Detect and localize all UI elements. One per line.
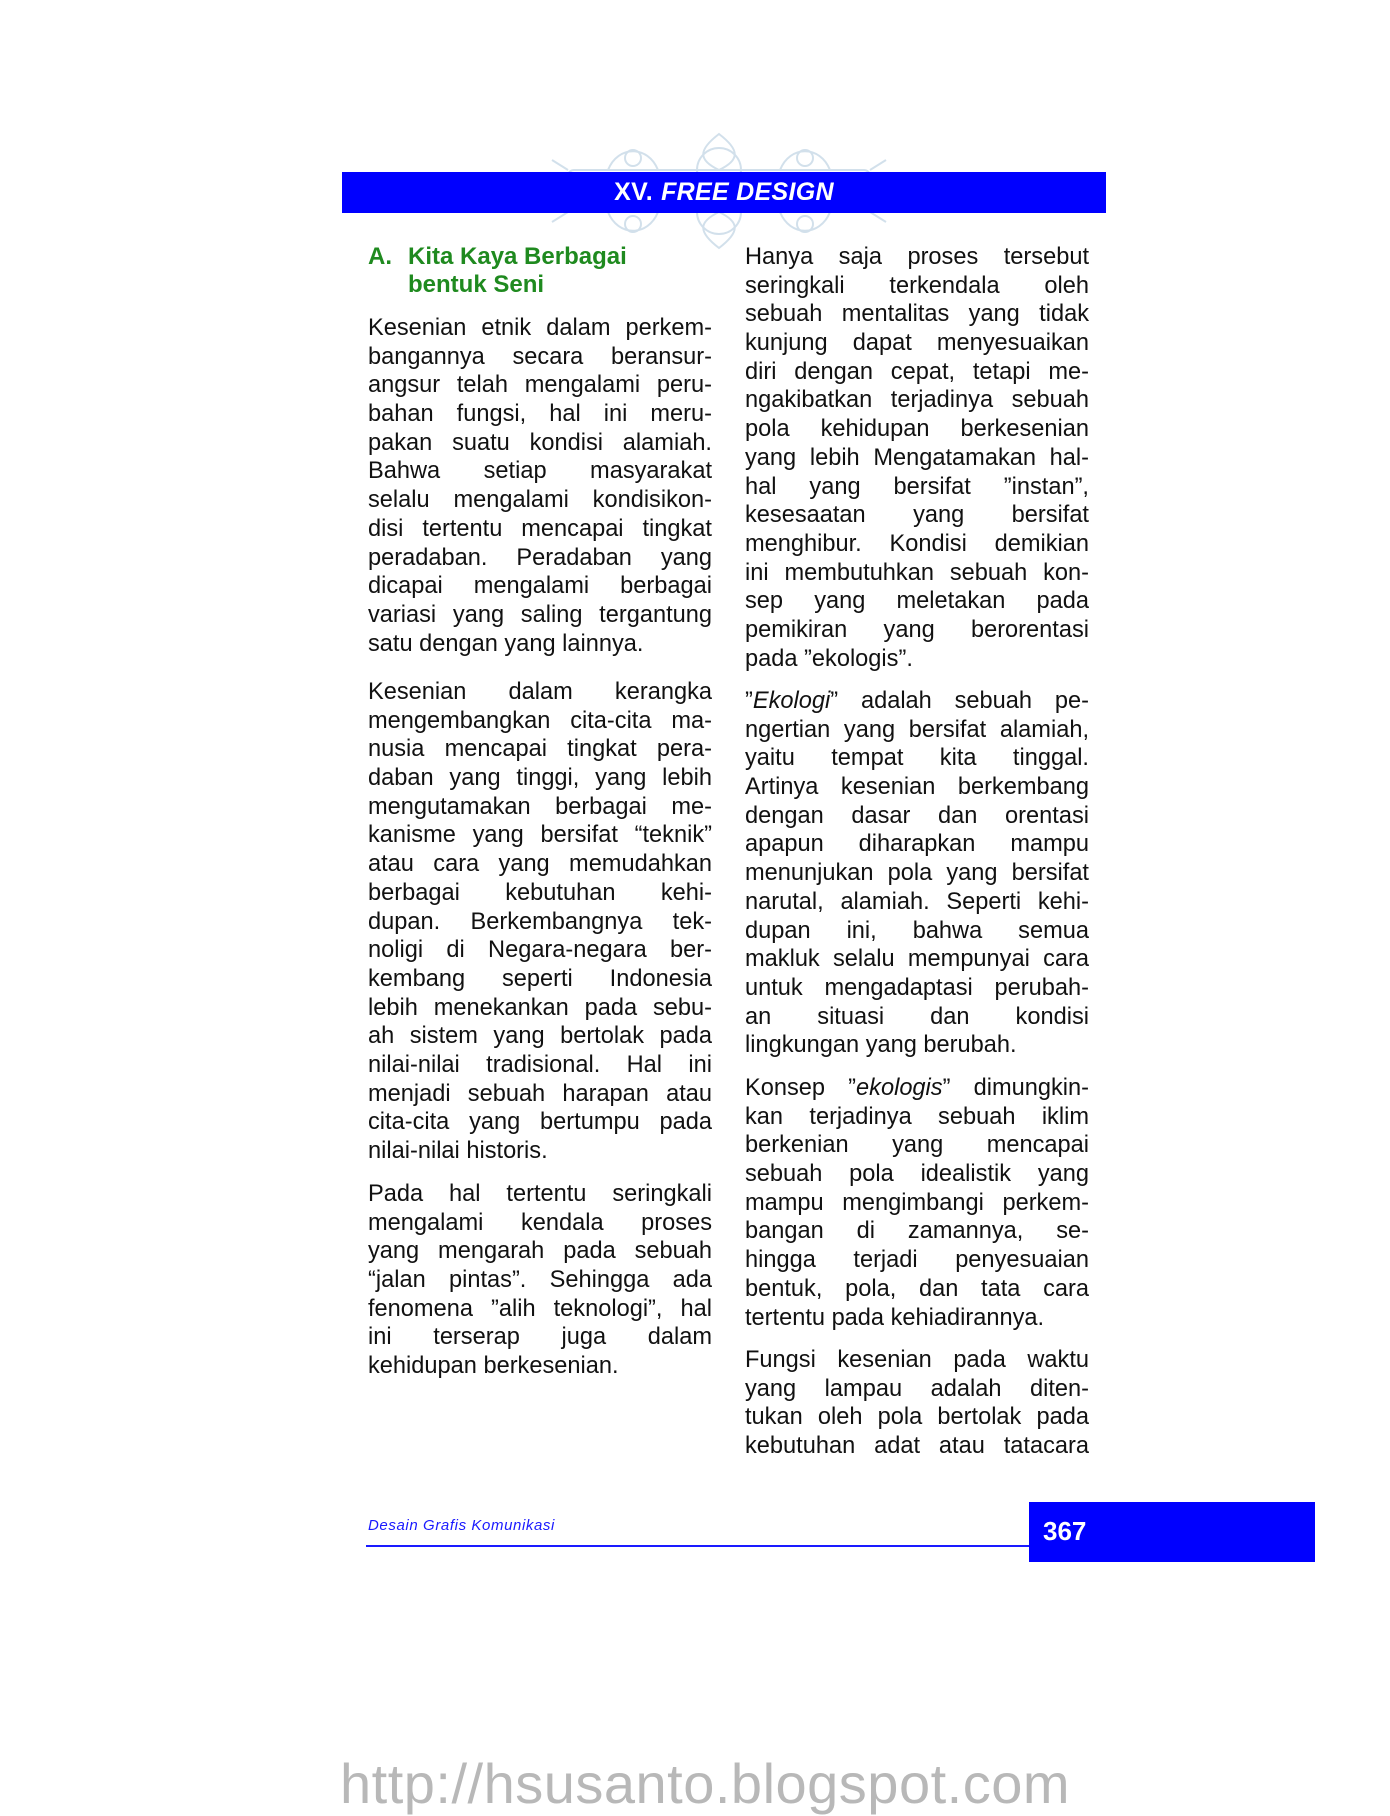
paragraph-line: mengutamakan berbagai me- — [368, 793, 712, 820]
italic-term: ekologis — [856, 1075, 943, 1101]
paragraph-line: Bahwa setiap masyarakat — [368, 458, 712, 485]
paragraph-line: dupan. Berkembangnya tek- — [368, 908, 712, 935]
paragraph-line: seringkali terkendala oleh — [745, 272, 1089, 299]
paragraph-line: pakan suatu kondisi alamiah. — [368, 429, 712, 456]
paragraph-line: dengan dasar dan orentasi — [745, 802, 1089, 829]
paragraph-line: disi tertentu mencapai tingkat — [368, 515, 712, 542]
paragraph-line: variasi yang saling tergantung — [368, 601, 712, 628]
paragraph-line: kebutuhan adat atau tatacara — [745, 1433, 1089, 1460]
paragraph-line: yang lebih Mengatamakan hal- — [745, 444, 1089, 471]
paragraph-line: yang lampau adalah diten- — [745, 1375, 1089, 1402]
section-title-line: Kita Kaya Berbagai — [408, 243, 627, 270]
paragraph-line: nilai-nilai historis. — [368, 1138, 548, 1164]
paragraph-line: nusia mencapai tingkat pera- — [368, 736, 712, 763]
paragraph-line: hal yang bersifat ”instan”, — [745, 473, 1089, 500]
paragraph-line: kunjung dapat menyesuaikan — [745, 330, 1089, 357]
paragraph-line: angsur telah mengalami peru- — [368, 372, 712, 399]
paragraph-line: lingkungan yang berubah. — [745, 1032, 1017, 1059]
paragraph-line: kanisme yang bersifat “teknik” — [368, 822, 712, 849]
paragraph-line: bentuk, pola, dan tata cara — [745, 1275, 1089, 1302]
section-title-line: bentuk Seni — [408, 271, 545, 298]
paragraph-line: Kesenian dalam kerangka — [368, 679, 712, 705]
paragraph-line: bahan fungsi, hal ini meru- — [368, 401, 712, 428]
paragraph-line: cita-cita yang bertumpu pada — [368, 1109, 712, 1136]
paragraph-line: sep yang meletakan pada — [745, 588, 1089, 615]
paragraph-line: Fungsi kesenian pada waktu — [745, 1347, 1089, 1373]
paragraph-line: selalu mengalami kondisikon- — [368, 487, 712, 514]
paragraph-line: berbagai kebutuhan kehi- — [368, 879, 712, 906]
page-number-box — [1029, 1502, 1315, 1562]
paragraph-line — [745, 1074, 1089, 1103]
paragraph-line: an situasi dan kondisi — [745, 1003, 1089, 1030]
line-rest: ” dimungkin- — [942, 1075, 1090, 1101]
footer-book-title: Desain Grafis Komunikasi — [368, 1517, 555, 1534]
paragraph-line: mengembangkan cita-cita ma- — [368, 707, 712, 734]
paragraph-line: mengalami kendala proses — [368, 1209, 712, 1236]
paragraph-line: dicapai mengalami berbagai — [368, 573, 712, 600]
paragraph-line: satu dengan yang lainnya. — [368, 630, 644, 657]
section-title — [408, 243, 708, 299]
paragraph-line: fenomena ”alih teknologi”, hal — [368, 1295, 712, 1322]
page-number: 367 — [1043, 1516, 1087, 1546]
line-prefix: Konsep ” — [745, 1075, 857, 1101]
paragraph — [368, 678, 712, 1166]
paragraph-line: yang mengarah pada sebuah — [368, 1238, 712, 1265]
paragraph-line: menunjukan pola yang bersifat — [745, 860, 1089, 887]
paragraph-line: mampu mengimbangi perkem- — [745, 1189, 1089, 1216]
paragraph-line: kesesaatan yang bersifat — [745, 502, 1089, 529]
paragraph-line: daban yang tinggi, yang lebih — [368, 765, 712, 792]
paragraph-line: ngertian yang bersifat alamiah, — [745, 716, 1089, 743]
paragraph-line: kehidupan berkesenian. — [368, 1353, 619, 1380]
paragraph-line: nilai-nilai tradisional. Hal ini — [368, 1051, 712, 1078]
paragraph-line: menghibur. Kondisi demikian — [745, 530, 1089, 557]
paragraph-line: tertentu pada kehiadirannya. — [745, 1304, 1045, 1331]
paragraph — [745, 243, 1089, 673]
paragraph-line: ah sistem yang bertolak pada — [368, 1023, 712, 1050]
paragraph-line: peradaban. Peradaban yang — [368, 544, 712, 571]
chapter-title: FREE DESIGN — [661, 178, 834, 206]
paragraph-line: bangan di zamannya, se- — [745, 1218, 1089, 1245]
chapter-header-bar — [342, 172, 1106, 213]
paragraph — [745, 1074, 1089, 1332]
paragraph-line: hingga terjadi penyesuaian — [745, 1247, 1089, 1274]
paragraph-line: makluk selalu mempunyai cara — [745, 946, 1089, 973]
paragraph-line: kembang seperti Indonesia — [368, 965, 712, 992]
paragraph-line: tukan oleh pola bertolak pada — [745, 1404, 1089, 1431]
section-letter: A. — [368, 243, 392, 270]
paragraph — [745, 687, 1089, 1060]
paragraph-line: diri dengan cepat, tetapi me- — [745, 358, 1089, 385]
paragraph-line: Hanya saja proses tersebut — [745, 244, 1089, 270]
paragraph-line: lebih menekankan pada sebu- — [368, 994, 712, 1021]
paragraph-line: berkenian yang mencapai — [745, 1132, 1089, 1159]
paragraph — [745, 1346, 1089, 1461]
paragraph-line: ini membutuhkan sebuah kon- — [745, 559, 1089, 586]
paragraph-line: Kesenian etnik dalam perkem- — [368, 315, 712, 341]
paragraph-line: Artinya kesenian berkembang — [745, 774, 1089, 801]
paragraph-line: apapun diharapkan mampu — [745, 831, 1089, 858]
paragraph — [368, 1180, 712, 1381]
paragraph-line: pemikiran yang berorentasi — [745, 616, 1089, 643]
paragraph-line: yaitu tempat kita tinggal. — [745, 745, 1089, 772]
paragraph-line: untuk mengadaptasi perubah- — [745, 974, 1089, 1001]
paragraph-line: atau cara yang memudahkan — [368, 851, 712, 878]
paragraph-line: menjadi sebuah harapan atau — [368, 1080, 712, 1107]
paragraph-line: pola kehidupan berkesenian — [745, 416, 1089, 443]
paragraph — [368, 314, 712, 658]
paragraph-line: bangannya secara beransur- — [368, 343, 712, 370]
paragraph-line: sebuah mentalitas yang tidak — [745, 301, 1089, 328]
paragraph-line: kan terjadinya sebuah iklim — [745, 1103, 1089, 1130]
chapter-number: XV. — [614, 178, 654, 206]
paragraph-line: ini terserap juga dalam — [368, 1324, 712, 1351]
quote-mark: ” — [745, 688, 753, 714]
paragraph-line: narutal, alamiah. Seperti kehi- — [745, 888, 1089, 915]
paragraph-line: dupan ini, bahwa semua — [745, 917, 1089, 944]
paragraph-line: “jalan pintas”. Sehingga ada — [368, 1267, 712, 1294]
footer-divider — [366, 1545, 1030, 1547]
paragraph-line: noligi di Negara-negara ber- — [368, 937, 712, 964]
line-rest: ” adalah sebuah pe- — [830, 688, 1089, 714]
italic-term: Ekologi — [752, 688, 831, 714]
paragraph-line: ngakibatkan terjadinya sebuah — [745, 387, 1089, 414]
paragraph-line: pada ”ekologis”. — [745, 645, 913, 672]
paragraph-line — [745, 687, 1089, 716]
paragraph-line: sebuah pola idealistik yang — [745, 1161, 1089, 1188]
watermark-url: http://hsusanto.blogspot.com — [340, 1752, 1070, 1815]
paragraph-line: Pada hal tertentu seringkali — [368, 1181, 712, 1207]
